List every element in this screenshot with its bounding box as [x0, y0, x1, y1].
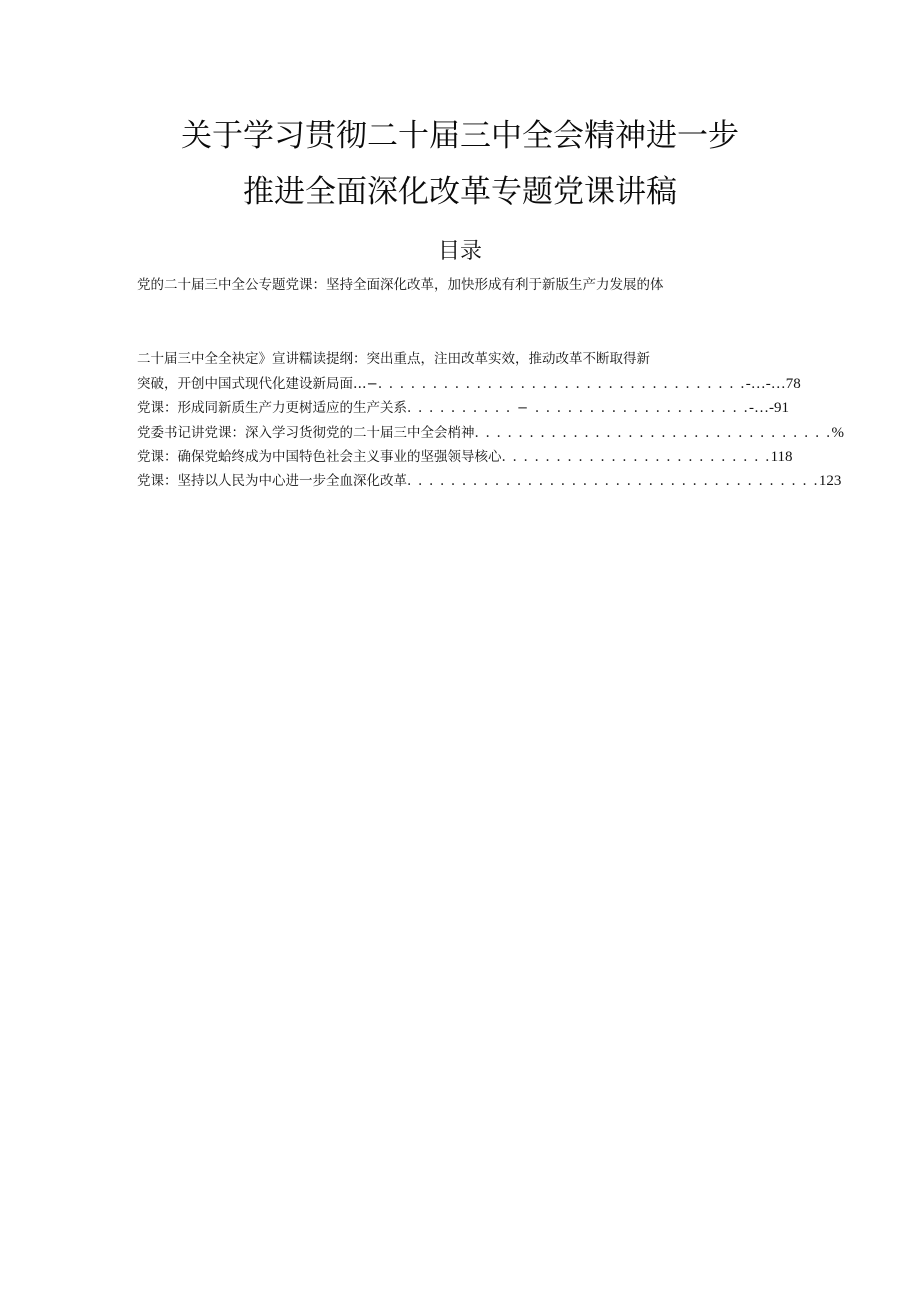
toc-entry-text: 二十届三中全全袂定》宣讲糯读提纲：突出重点，注田改革实效，推动改革不断取得新 — [137, 351, 650, 367]
toc-page-number: 123 — [818, 473, 842, 489]
toc-dot-leader: . . . . . . . . . . . . . . . . . . . . . . . . . . . . . . . . . . — [377, 376, 746, 392]
toc-entry-text: 党课：确保党蛤终成为中国特色社会主义事业的坚强领导核心 — [137, 449, 502, 465]
toc-page-number: -…-…78 — [745, 376, 801, 392]
toc-entry-5 — [137, 424, 844, 442]
toc-entry-text: 党的二十届三中全公专题党课：坚持全面深化改革，加快形成有利于新版生产力发展的体 — [137, 277, 664, 293]
toc-page-number: -…-91 — [749, 400, 789, 416]
toc-entry-4 — [137, 399, 789, 417]
toc-heading: 目录 — [437, 239, 482, 264]
toc-page-number: % — [831, 425, 844, 441]
toc-entry-text: 突破，开创中国式现代化建设新局面…− — [137, 376, 378, 392]
toc-entry-text: 党课：形成同新质生产力更树适应的生产关系 — [137, 400, 407, 416]
toc-dot-leader: . . . . . . . . . . . . . . . . . . . . . . . . . — [501, 449, 771, 465]
toc-entry-1 — [137, 276, 664, 294]
document-title-line-2: 推进全面深化改革专题党课讲稿 — [243, 174, 677, 210]
toc-dot-leader: . . . . . . . . . . . . . . . . . . . . . . . . . . . . . . . . . — [474, 425, 832, 441]
toc-entry-text: 党课：坚持以人民为中心进一步全血深化改革 — [137, 473, 407, 489]
toc-page-number: 118 — [770, 449, 793, 465]
toc-entry-3 — [137, 375, 801, 393]
toc-dot-leader: . . . . . . . . . . . . . . . . . . . . . . . . . . . . . . . . . . . . . . — [407, 473, 819, 489]
toc-entry-6 — [137, 448, 793, 466]
toc-entry-2 — [137, 350, 650, 368]
toc-entry-text: 党委书记讲党课：深入学习货彻党的二十届三中全会梢神 — [137, 425, 475, 441]
toc-dot-leader: . . . . . . . . . . − . . . . . . . . . . . . . . . . . . . . — [407, 400, 749, 416]
toc-entry-7 — [137, 472, 841, 490]
document-title-line-1: 关于学习贯彻二十届三中全会精神进一步 — [181, 118, 739, 154]
